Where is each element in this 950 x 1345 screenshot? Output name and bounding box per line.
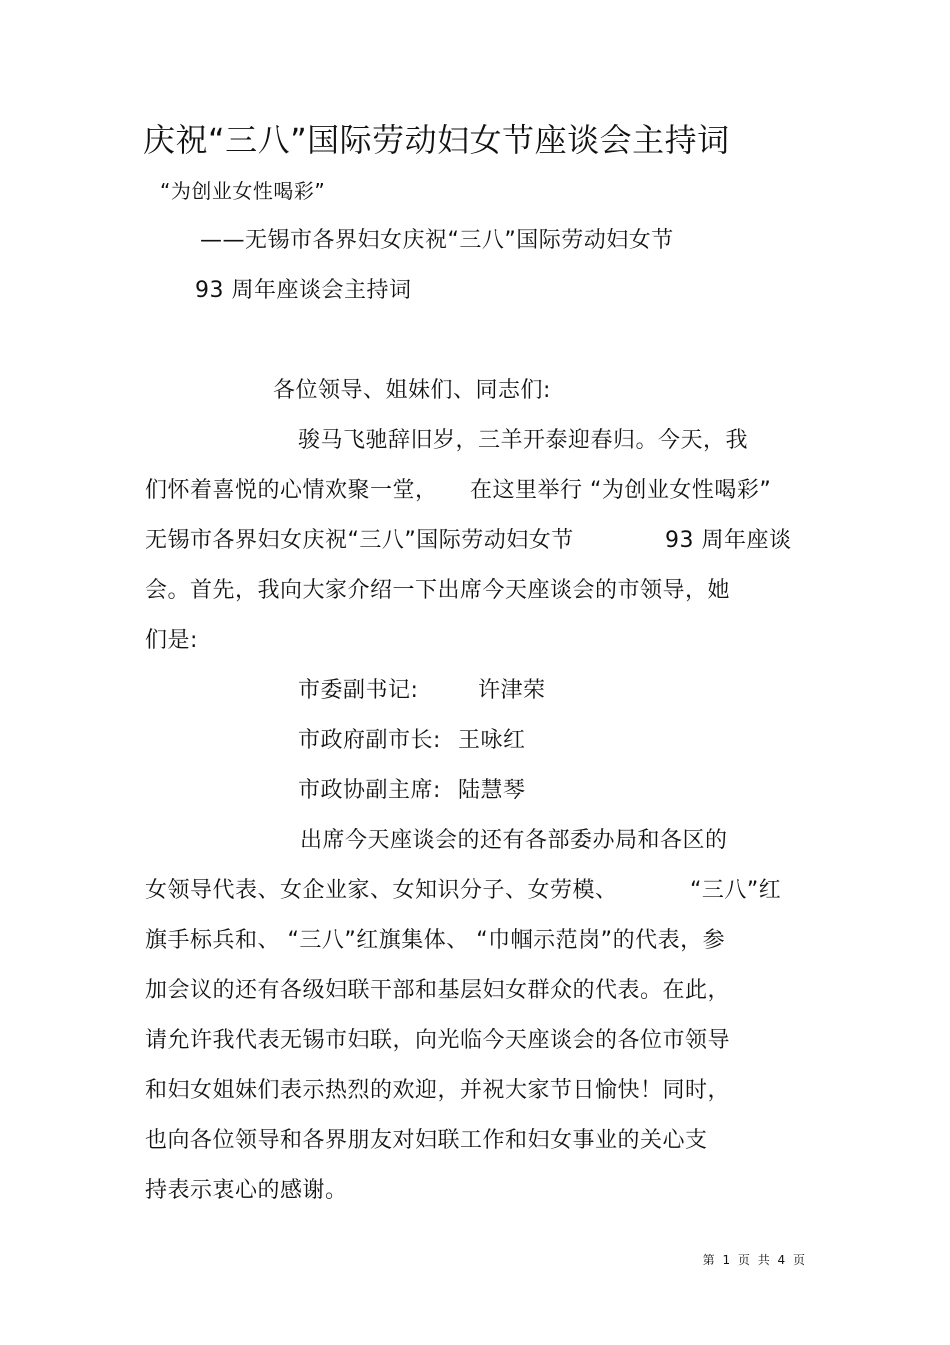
leader-role: 市委副书记: — [298, 678, 419, 703]
paragraph-line: “三八”红 — [690, 878, 782, 903]
paragraph-line: 和妇女姐妹们表示热烈的欢迎，并祝大家节日愉快！同时， — [145, 1078, 731, 1103]
paragraph-line: 加会议的还有各级妇联干部和基层妇女群众的代表。在此， — [145, 978, 731, 1003]
paragraph-line: 在这里举行 “为创业女性喝彩” — [470, 478, 772, 503]
leader-name: 王咏红 — [458, 728, 526, 753]
greeting: 各位领导、姐妹们、同志们: — [273, 378, 551, 403]
paragraph-line: 持表示衷心的感谢。 — [145, 1178, 348, 1203]
paragraph-line: 们怀着喜悦的心情欢聚一堂， — [145, 478, 438, 503]
paragraph-line: 女领导代表、女企业家、女知识分子、女劳模、 — [145, 878, 618, 903]
subtitle: “为创业女性喝彩” — [160, 179, 326, 203]
paragraph-line: 93 周年座谈 — [665, 528, 792, 553]
byline-line-1: ——无锡市各界妇女庆祝“三八”国际劳动妇女节 — [200, 228, 674, 253]
paragraph-line: 旗手标兵和、 “三八”红旗集体、 “巾帼示范岗”的代表，参 — [145, 928, 726, 953]
byline-line-2: 93 周年座谈会主持词 — [195, 278, 412, 303]
leader-name: 许津荣 — [478, 678, 546, 703]
paragraph-line: 骏马飞驰辞旧岁，三羊开泰迎春归。今天，我 — [298, 428, 749, 453]
page-number-footer: 第 1 页 共 4 页 — [702, 1253, 805, 1267]
paragraph-line: 请允许我代表无锡市妇联，向光临今天座谈会的各位市领导 — [145, 1028, 731, 1053]
paragraph-line: 出席今天座谈会的还有各部委办局和各区的 — [300, 828, 728, 853]
leader-role: 市政协副主席: — [298, 778, 441, 803]
leader-name: 陆慧琴 — [458, 778, 526, 803]
paragraph-line: 无锡市各界妇女庆祝“三八”国际劳动妇女节 — [145, 528, 574, 553]
paragraph-line: 们是: — [145, 628, 198, 653]
paragraph-line: 会。首先，我向大家介绍一下出席今天座谈会的市领导，她 — [145, 578, 731, 603]
page-title: 庆祝“三八”国际劳动妇女节座谈会主持词 — [143, 121, 730, 159]
leader-role: 市政府副市长: — [298, 728, 441, 753]
paragraph-line: 也向各位领导和各界朋友对妇联工作和妇女事业的关心支 — [145, 1128, 708, 1153]
